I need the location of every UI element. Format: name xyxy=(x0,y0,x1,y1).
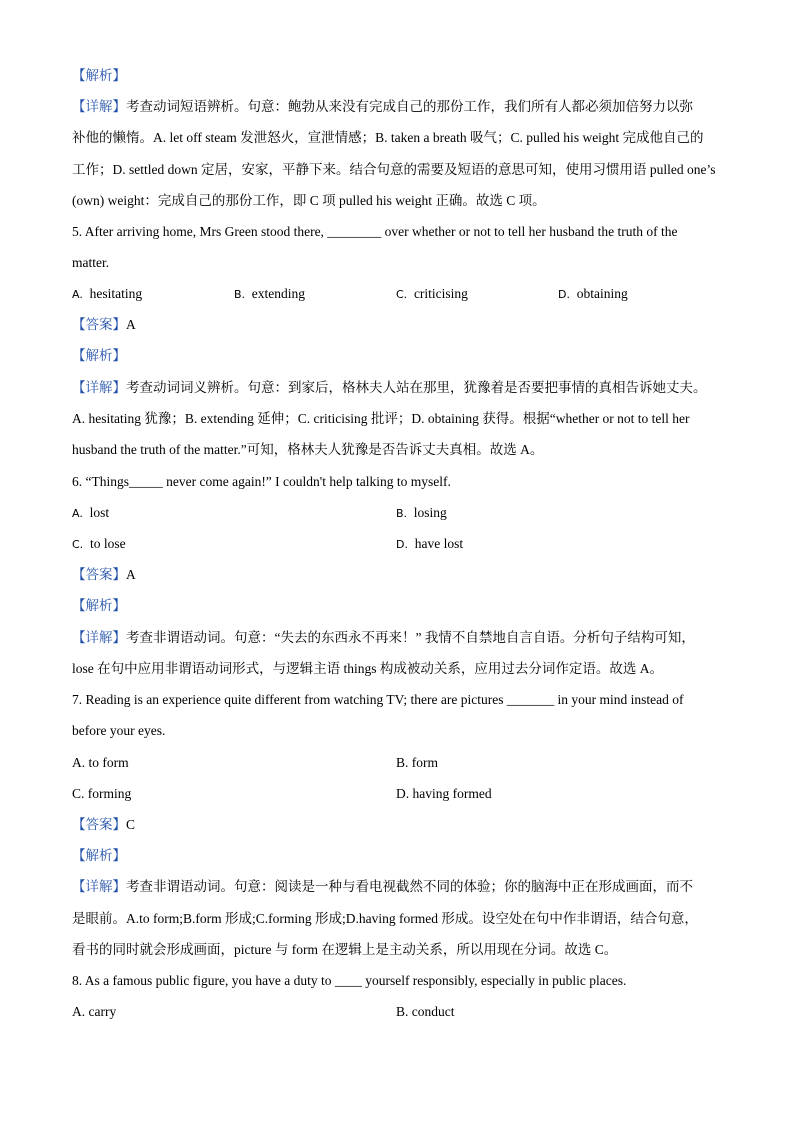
answer-tag: 【答案】 xyxy=(72,567,126,582)
option-b: B. losing xyxy=(396,505,447,520)
option-a: A. lost xyxy=(72,505,110,520)
detail-line: 【详解】考查非谓语动词。句意：阅读是一种与看电视截然不同的体验；你的脑海中正在形成画面，而不 xyxy=(72,879,693,894)
detail-line: 【详解】考查动词短语辨析。句意：鲍勃从来没有完成自己的那份工作，我们所有人都必须加倍努力以弥 xyxy=(72,99,693,114)
question-stem: before your eyes. xyxy=(72,723,166,738)
answer-value: A xyxy=(126,317,136,332)
answer-line xyxy=(72,316,136,334)
detail-tag: 【详解】 xyxy=(72,99,126,114)
answer-value: C xyxy=(126,817,136,832)
detail-tag: 【详解】 xyxy=(72,380,126,395)
option-d: D. obtaining xyxy=(558,286,628,301)
answer-tag: 【答案】 xyxy=(72,817,126,832)
detail-line: 【详解】考查非谓语动词。句意：“失去的东西永不再来！” 我情不自禁地自言自语。分析句子结构可知， xyxy=(72,630,695,645)
option-a: A. to form xyxy=(72,755,129,770)
answer-tag: 【答案】 xyxy=(72,317,126,332)
option-a: A. carry xyxy=(72,1004,117,1019)
answer-value: A xyxy=(126,567,136,582)
detail-line: (own) weight：完成自己的那份工作，即 C 项 pulled his weight 正确。故选 C 项。 xyxy=(72,193,546,208)
question-stem: matter. xyxy=(72,255,110,270)
question-stem: 5. After arriving home, Mrs Green stood there, ________ over whether or not to tell her husband the truth of the xyxy=(72,224,678,239)
detail-line: 看书的同时就会形成画面，picture 与 form 在逻辑上是主动关系，所以用现在分词。故选 C。 xyxy=(72,942,618,957)
analysis-tag: 【解析】 xyxy=(72,68,126,83)
option-c: C. criticising xyxy=(396,286,468,301)
question-stem: 6. “Things_____ never come again!” I couldn't help talking to myself. xyxy=(72,474,451,489)
answer-line xyxy=(72,566,136,584)
analysis-tag: 【解析】 xyxy=(72,848,126,863)
answer-line xyxy=(72,816,135,834)
option-c: C. forming xyxy=(72,786,132,801)
detail-line: 工作；D. settled down 定居，安家，平静下来。结合句意的需要及短语的意思可知，使用习惯用语 pulled one’s xyxy=(72,162,716,177)
detail-line: 【详解】考查动词词义辨析。句意：到家后，格林夫人站在那里，犹豫着是否要把事情的真相告诉她丈夫。 xyxy=(72,380,707,395)
option-b: B. conduct xyxy=(396,1004,455,1019)
option-b: B. extending xyxy=(234,286,306,301)
option-c: C. to lose xyxy=(72,536,126,551)
option-b: B. form xyxy=(396,755,438,770)
detail-tag: 【详解】 xyxy=(72,630,126,645)
detail-line: husband the truth of the matter.”可知，格林夫人犹豫是否告诉丈夫真相。故选 A。 xyxy=(72,442,544,457)
option-a: A. hesitating xyxy=(72,286,143,301)
option-d: D. having formed xyxy=(396,786,492,801)
detail-line: 补他的懒惰。A. let off steam 发泄怒火，宣泄情感；B. taken a breath 吸气；C. pulled his weight 完成他自己的 xyxy=(72,130,704,145)
detail-tag: 【详解】 xyxy=(72,879,126,894)
question-stem: 7. Reading is an experience quite different from watching TV; there are pictures _______ in your mind instead of xyxy=(72,692,684,707)
detail-line: A. hesitating 犹豫；B. extending 延伸；C. criticising 批评；D. obtaining 获得。根据“whether or not to tell her xyxy=(72,411,690,426)
analysis-tag: 【解析】 xyxy=(72,598,126,613)
detail-line: lose 在句中应用非谓语动词形式，与逻辑主语 things 构成被动关系，应用过去分词作定语。故选 A。 xyxy=(72,661,663,676)
option-d: D. have lost xyxy=(396,536,464,551)
detail-line: 是眼前。A.to form;B.form 形成;C.forming 形成;D.having formed 形成。设空处在句中作非谓语，结合句意， xyxy=(72,911,698,926)
question-stem: 8. As a famous public figure, you have a duty to ____ yourself responsibly, especially in public places. xyxy=(72,973,627,988)
analysis-tag: 【解析】 xyxy=(72,348,126,363)
